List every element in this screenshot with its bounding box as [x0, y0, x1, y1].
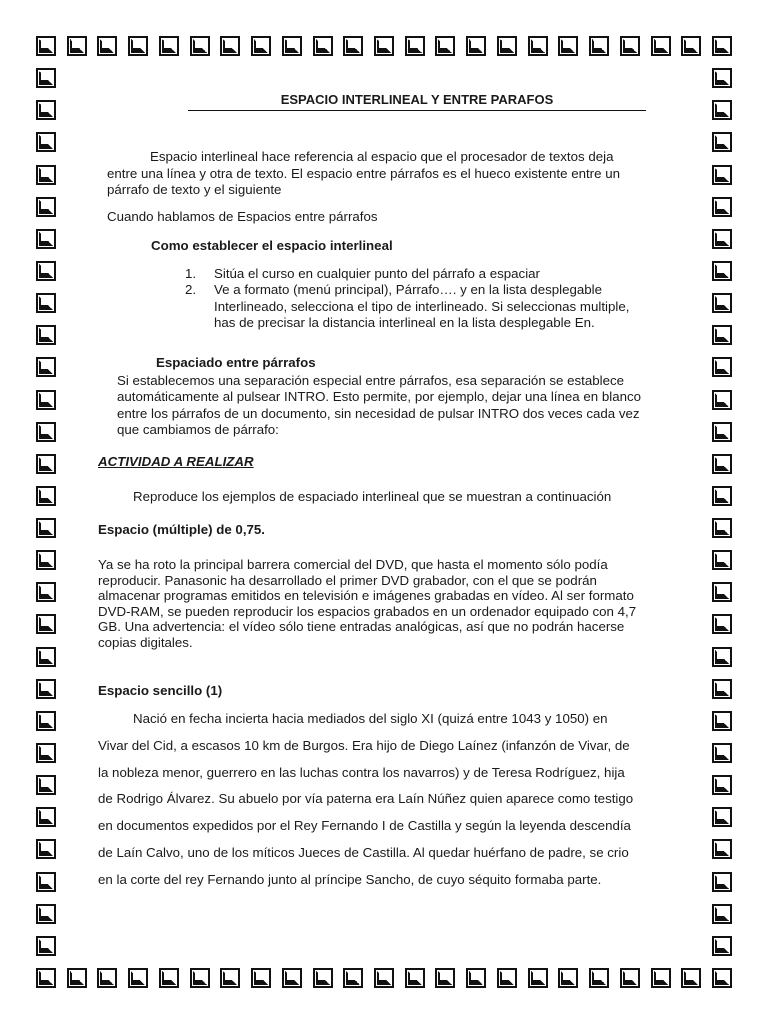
- list-item-number: 2.: [185, 282, 197, 298]
- list-item: [185, 266, 645, 282]
- intro-line: Cuando hablamos de Espacios entre párrafos: [107, 209, 378, 224]
- sencillo-body: Nació en fecha incierta hacia mediados del siglo XI (quizá entre 1043 y 1050) en Vivar del Cid, a escasos 10 km de Burgos. Era hijo de Diego Laínez (infanzón de Vivar, de la nobleza menor, guerrero en las luchas contra los navarros) y de Teresa Rodríguez, hija de Rodrigo Álvarez. Su abuelo por vía paterna era Laín Núñez quien aparece como testigo en documentos expedidos por el Rey Fernando I de Castilla y según la leyenda descendía de Laín Calvo, uno de los míticos Jueces de Castilla. Al quedar huérfano de padre, se crio en la corte del rey Fernando junto al príncipe Sancho, de cuyo séquito formaba parte.: [98, 711, 634, 887]
- document-title: ESPACIO INTERLINEAL Y ENTRE PARAFOS: [188, 92, 646, 111]
- activity-instruction: Reproduce los ejemplos de espaciado interlineal que se muestran a continuación: [133, 489, 612, 504]
- heading-multiple: Espacio (múltiple) de 0,75.: [98, 522, 265, 537]
- steps-list: [185, 266, 645, 331]
- activity-heading: ACTIVIDAD A REALIZAR: [98, 454, 254, 469]
- heading-parrafos: Espaciado entre párrafos: [156, 355, 316, 370]
- parrafos-body: Si establecemos una separación especial entre párrafos, esa separación se establece automáticamente al pulsear INTRO. Esto permite, por ejemplo, dejar una línea en blanco entre los párrafos de un documento, sin necesidad de pulsar INTRO dos veces cada vez que cambiamos de párrafo:: [117, 373, 642, 437]
- heading-sencillo: Espacio sencillo (1): [98, 683, 223, 698]
- multiple-body: Ya se ha roto la principal barrera comercial del DVD, que hasta el momento sólo podía reproducir. Panasonic ha desarrollado el primer DVD grabador, con el que se podrán almacenar programas emitidos en televisión e imágenes grabadas en vídeo. Al ser formato DVD-RAM, se pueden reproducir los espacios grabados en un ordenador equipado con 4,7 GB. Una advertencia: el vídeo sólo tiene entradas analógicas, así que no podrán hacerse copias digitales.: [98, 557, 637, 650]
- list-item-number: 1.: [185, 266, 197, 281]
- list-item-text: Sitúa el curso en cualquier punto del párrafo a espaciar: [214, 266, 540, 281]
- intro-paragraph: Espacio interlineal hace referencia al espacio que el procesador de textos deja entre una línea y otra de texto. El espacio entre párrafos es el hueco existente entre un párrafo de texto y el siguiente: [107, 149, 620, 197]
- list-item-text: Ve a formato (menú principal), Párrafo…. y en la lista desplegable Interlineado, selecciona el tipo de interlineado. Si seleccionas multiple, has de precisar la distancia interlineal en la lista desplegable En.: [214, 282, 630, 330]
- list-item: [185, 282, 645, 331]
- heading-interlineal: Como establecer el espacio interlineal: [151, 238, 393, 253]
